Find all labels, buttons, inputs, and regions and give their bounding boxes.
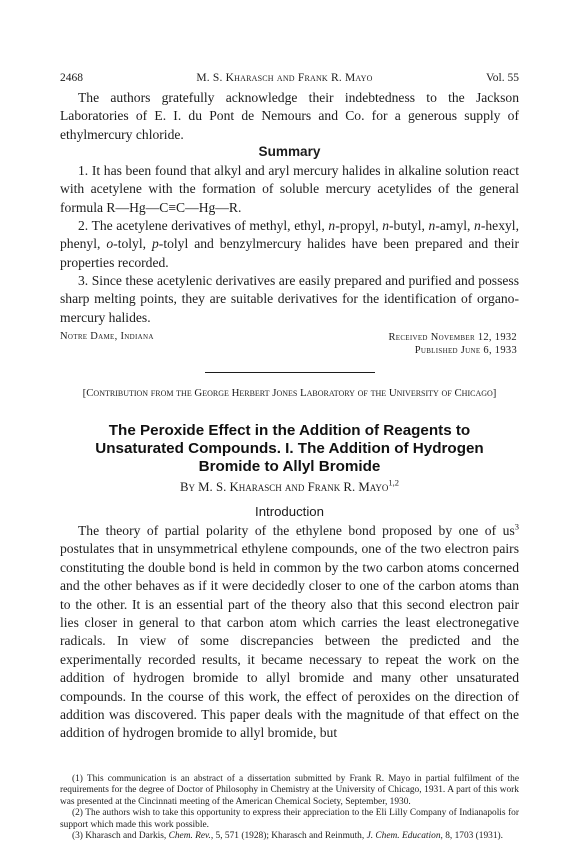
section-divider [205,372,375,373]
place-line: Notre Dame, Indiana [60,331,154,342]
title-line-2: Unsaturated Compounds. I. The Addition of Hydrogen [95,440,484,458]
footnote-ref-3: 3 [514,521,519,532]
contribution-note: [Contribution from the George Herbert Jones Laboratory of the University of Chicago] [82,387,497,399]
summary-item-3: 3. Since these acetylenic derivatives are easily prepared and purified and possess sharp melting points, they are suitable derivatives for the identification of organo-mercury halides. [60,273,519,325]
dates-block [388,331,517,357]
summary-item-2: 2. The acetylene derivatives of methyl, ethyl, n-propyl, n-butyl, n-amyl, n-hexyl, phenyl, o-tolyl, p-tolyl and benzylmercury halides have been prepared and their properties recorded. [60,218,520,270]
footnotes [60,774,519,842]
title-line-1: The Peroxide Effect in the Addition of Reagents to [108,422,471,439]
acknowledgment-paragraph: The authors gratefully acknowledge their indebtedness to the Jackson Laboratories of E. I. du Pont de Nemours and Co. for a generous supply of ethylmercury chloride. [60,90,519,142]
byline-footnote-ref: 1,2 [388,477,400,488]
published-date: Published June 6, 1933 [414,345,517,356]
summary-item-1: 1. It has been found that alkyl and aryl mercury halides in alkaline solution react with acetylene with the formation of soluble mercury acetylides of the general formula R—Hg—C≡C—Hg—R. [60,163,519,215]
title-line-3: Bromide to Allyl Bromide [198,458,381,476]
introduction-paragraph: The theory of partial polarity of the ethylene bond proposed by one of $us^3$ postulates that in unsymmetrical ethylene compounds, one of the two electron pairs constituting the double bond is held in common by the two carbon atoms concerned and the other behaves as if it were decidedly closer to one of the carbon atoms than to the other. It is an essential part of the theory also that this second electron pair lies closer in general to that carbon atom which carries the least electronegative radicals. In view of some discrepancies between the predicted and the experimentally recorded results, it became necessary to repeat the work on the addition of hydrogen bromide to allyl bromide and many other unsaturated compounds. In the course of this work, the effect of peroxides on the direction of addition was discovered. This paper deals with the magnitude of that effect on the addition of hydrogen bromide to allyl bromide, but [60,521,519,741]
running-header [60,72,519,84]
summary-heading: Summary [258,144,321,159]
volume-label: Vol. 55 [485,72,519,84]
received-date: Received November 12, 1932 [388,332,517,343]
byline: By M. S. Kharasch and Frank R. Mayo$^{1,2}$ [179,477,400,494]
footnote-3: (3) Kharasch and Darkis, Chem. Rev., 5, 571 (1928); Kharasch and Reinmuth, J. Chem. Education, 8, 1703 (1931). [72,831,504,842]
running-title: M. S. Kharasch and Frank R. Mayo [196,72,373,84]
footnote-2: (2) The authors wish to take this opportunity to express their appreciation to the Eli Lilly Company of Indianapolis for support which made this work possible. [60,808,519,830]
page-number: 2468 [60,72,83,84]
article-title [60,422,519,477]
footnote-1: (1) This communication is an abstract of a dissertation submitted by Frank R. Mayo in partial fulfilment of the requirements for the degree of Doctor of Philosophy in Chemistry at the University of Chicago, 1931. A part of this work was presented at the Cincinnati meeting of the American Chemical Society, September, 1930. [60,774,519,807]
introduction-heading: Introduction [255,504,324,519]
